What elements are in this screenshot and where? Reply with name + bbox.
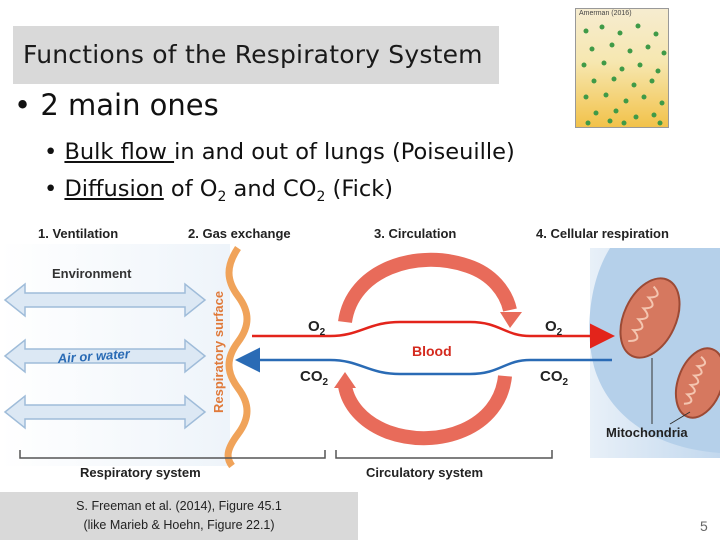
mitochondria-label: Mitochondria (606, 425, 688, 440)
bullet-diffusion: • Diffusion of $O_2$ and $CO_2$ (Fick) (44, 176, 394, 205)
o2-right-label: $O_2$ (545, 318, 563, 338)
diffusion-thumbnail (575, 8, 669, 128)
page-number: 5 (700, 518, 708, 534)
diffusion-term: Diffusion (64, 176, 164, 202)
respiration-figure (0, 218, 720, 490)
circulation-arrowhead-bottom (334, 372, 356, 388)
diffusion-sub-1: 2 (217, 189, 227, 205)
environment-label: Environment (52, 266, 132, 281)
respiratory-surface-label: Respiratory surface (211, 290, 226, 413)
step-ventilation: 1. Ventilation (38, 226, 119, 241)
circulation-arrowhead-top (500, 312, 522, 328)
diffusion-sub-2: 2 (316, 189, 326, 205)
diffusion-text-2: and CO (226, 176, 317, 202)
co2-right-label: $CO_2$ (540, 368, 569, 388)
circulatory-system-bracket (336, 450, 552, 458)
particle-dots (576, 9, 669, 128)
circulation-arrow-bottom (345, 376, 505, 438)
step-circulation: 3. Circulation (374, 226, 457, 241)
caption-line-2: (like Marieb & Hoehn, Figure 22.1) (83, 518, 275, 532)
slide-title: Functions of the Respiratory System (13, 26, 499, 84)
bullet-bulk-flow: • Bulk flow in and out of lungs (Poiseuille) (44, 139, 515, 165)
bullet-main: • 2 main ones (14, 88, 219, 122)
o2-left-label: $O_2$ (308, 318, 326, 338)
circulatory-system-label: Circulatory system (366, 465, 484, 480)
co2-left-label: $CO_2$ (300, 368, 329, 388)
circulation-arrow-top (345, 260, 510, 322)
blood-label: Blood (412, 343, 452, 359)
respiratory-system-label: Respiratory system (80, 465, 201, 480)
step-gas-exchange: 2. Gas exchange (188, 226, 291, 241)
bulk-flow-term: Bulk flow (64, 139, 175, 165)
air-or-water-label: Air or water (57, 345, 131, 366)
thumbnail-label: Amerman (2016) (579, 10, 632, 17)
step-cellular-respiration: 4. Cellular respiration (536, 226, 669, 241)
diffusion-text-1: of O (163, 176, 218, 202)
figure-caption (0, 492, 358, 540)
diffusion-text-3: (Fick) (325, 176, 394, 202)
respiratory-surface-membrane (228, 248, 247, 466)
bullet-main-text: 2 main ones (40, 88, 219, 122)
bulk-flow-rest: in and out of lungs (Poiseuille) (174, 139, 515, 165)
caption-line-1: S. Freeman et al. (2014), Figure 45.1 (76, 499, 282, 513)
